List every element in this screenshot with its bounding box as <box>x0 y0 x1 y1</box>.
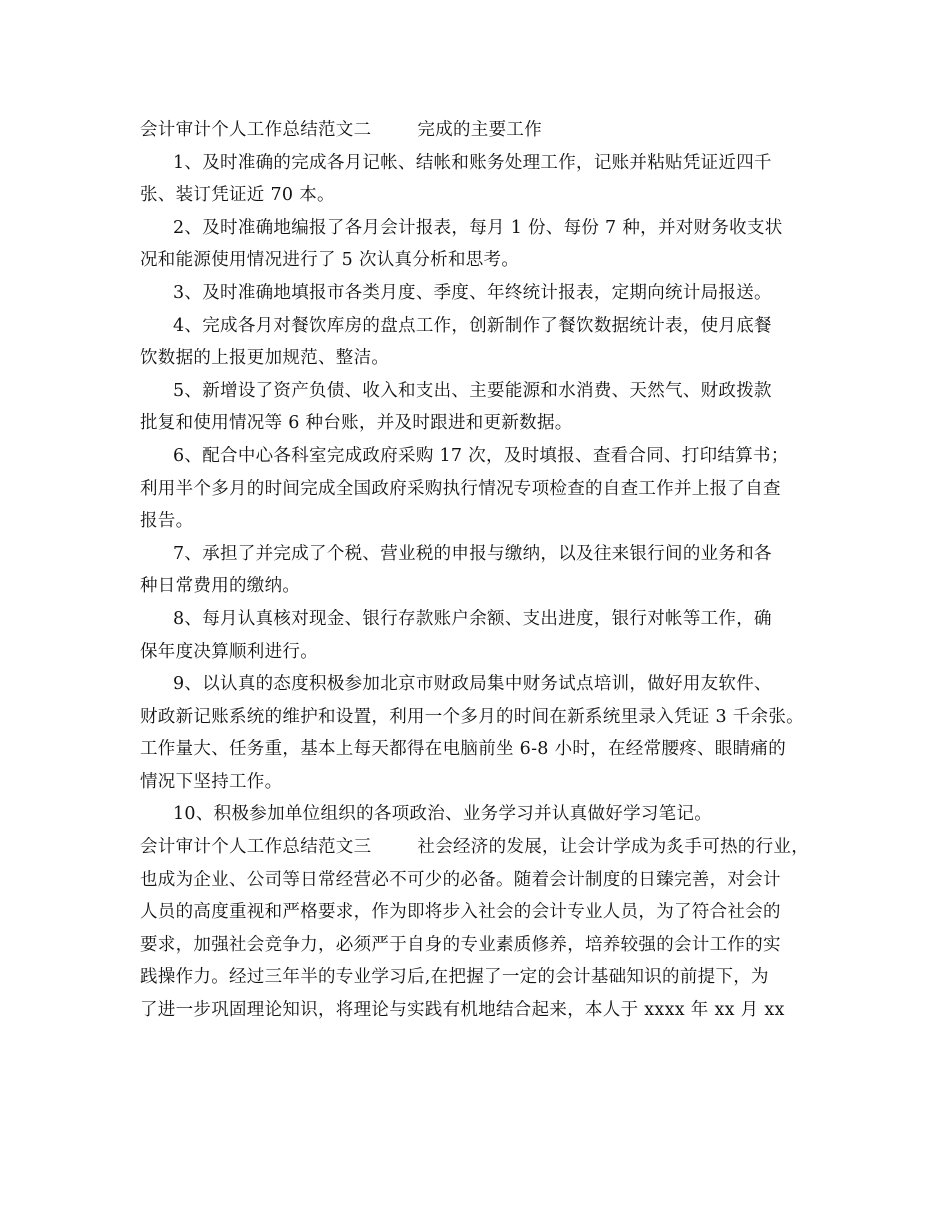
paragraph-line: 5、新增设了资产负债、收入和支出、主要能源和水消费、天然气、财政拨款 <box>173 380 772 401</box>
paragraph-line: 种日常费用的缴纳。 <box>140 576 301 597</box>
list-item <box>140 798 820 831</box>
paragraph-line: 2、及时准确地编报了各月会计报表，每月 1 份、每份 7 种，并对财务收支状 <box>173 217 783 238</box>
paragraph-line: 情况下坚持工作。 <box>140 771 283 792</box>
paragraph-line: 10、积极参加单位组织的各项政治、业务学习并认真做好学习笔记。 <box>173 804 713 825</box>
list-item <box>140 375 820 440</box>
list-item <box>140 440 820 538</box>
paragraph-text: 社会经济的发展，让会计学成为炙手可热的行业， <box>417 837 810 858</box>
paragraph <box>140 864 820 1027</box>
section-title: 会计审计个人工作总结范文三 <box>140 837 372 858</box>
paragraph-line: 工作量大、任务重，基本上每天都得在电脑前坐 6-8 小时，在经常腰疼、眼睛痛的 <box>140 739 787 760</box>
paragraph-line: 6、配合中心各科室完成政府采购 17 次，及时填报、查看合同、打印结算书； <box>173 445 789 466</box>
paragraph-line: 9、以认真的态度积极参加北京市财政局集中财务试点培训，做好用友软件、 <box>173 674 772 695</box>
section-title: 会计审计个人工作总结范文二 <box>140 120 372 140</box>
list-item <box>140 277 820 310</box>
paragraph-line: 践操作力。经过三年半的专业学习后,在把握了一定的会计基础知识的前提下，为 <box>140 967 769 988</box>
paragraph-line: 要求，加强社会竞争力，必须严于自身的专业素质修养，培养较强的会计工作的实 <box>140 934 781 955</box>
paragraph-line: 3、及时准确地填报市各类月度、季度、年终统计报表，定期向统计局报送。 <box>173 282 772 303</box>
paragraph-line: 饮数据的上报更加规范、整洁。 <box>140 348 390 369</box>
document-body <box>140 114 820 1027</box>
paragraph-line: 人员的高度重视和严格要求，作为即将步入社会的会计专业人员，为了符合社会的 <box>140 902 781 923</box>
paragraph-line: 保年度决算顺利进行。 <box>140 641 318 662</box>
paragraph-line: 也成为企业、公司等日常经营必不可少的必备。随着会计制度的日臻完善，对会计 <box>140 869 781 890</box>
paragraph-line: 报告。 <box>140 511 194 532</box>
list-item <box>140 212 820 277</box>
list-item <box>140 668 820 798</box>
list-item <box>140 147 820 212</box>
paragraph-line: 批复和使用情况等 6 种台账，并及时跟进和更新数据。 <box>140 413 573 434</box>
section-subtitle: 完成的主要工作 <box>417 120 543 140</box>
list-item <box>140 310 820 375</box>
list-item <box>140 603 820 668</box>
paragraph-line: 利用半个多月的时间完成全国政府采购执行情况专项检查的自查工作并上报了自查 <box>140 478 781 499</box>
paragraph-line: 况和能源使用情况进行了 5 次认真分析和思考。 <box>140 250 520 271</box>
paragraph-line: 了进一步巩固理论知识，将理论与实践有机地结合起来，本人于 xxxx 年 xx 月 xx <box>140 1000 785 1021</box>
paragraph-line: 7、承担了并完成了个税、营业税的申报与缴纳，以及往来银行间的业务和各 <box>173 543 772 564</box>
paragraph-line: 张、装订凭证近 70 本。 <box>140 185 335 206</box>
paragraph-line: 4、完成各月对餐饮库房的盘点工作，创新制作了餐饮数据统计表，使月底餐 <box>173 315 772 336</box>
paragraph-line: 8、每月认真核对现金、银行存款账户余额、支出进度，银行对帐等工作，确 <box>173 608 772 629</box>
section-heading-line <box>140 831 820 864</box>
list-item <box>140 538 820 603</box>
section-heading-line <box>140 114 820 147</box>
paragraph-line: 1、及时准确的完成各月记帐、结帐和账务处理工作，记账并粘贴凭证近四千 <box>173 152 772 173</box>
paragraph-line: 财政新记账系统的维护和设置，利用一个多月的时间在新系统里录入凭证 3 千余张。 <box>140 706 804 727</box>
